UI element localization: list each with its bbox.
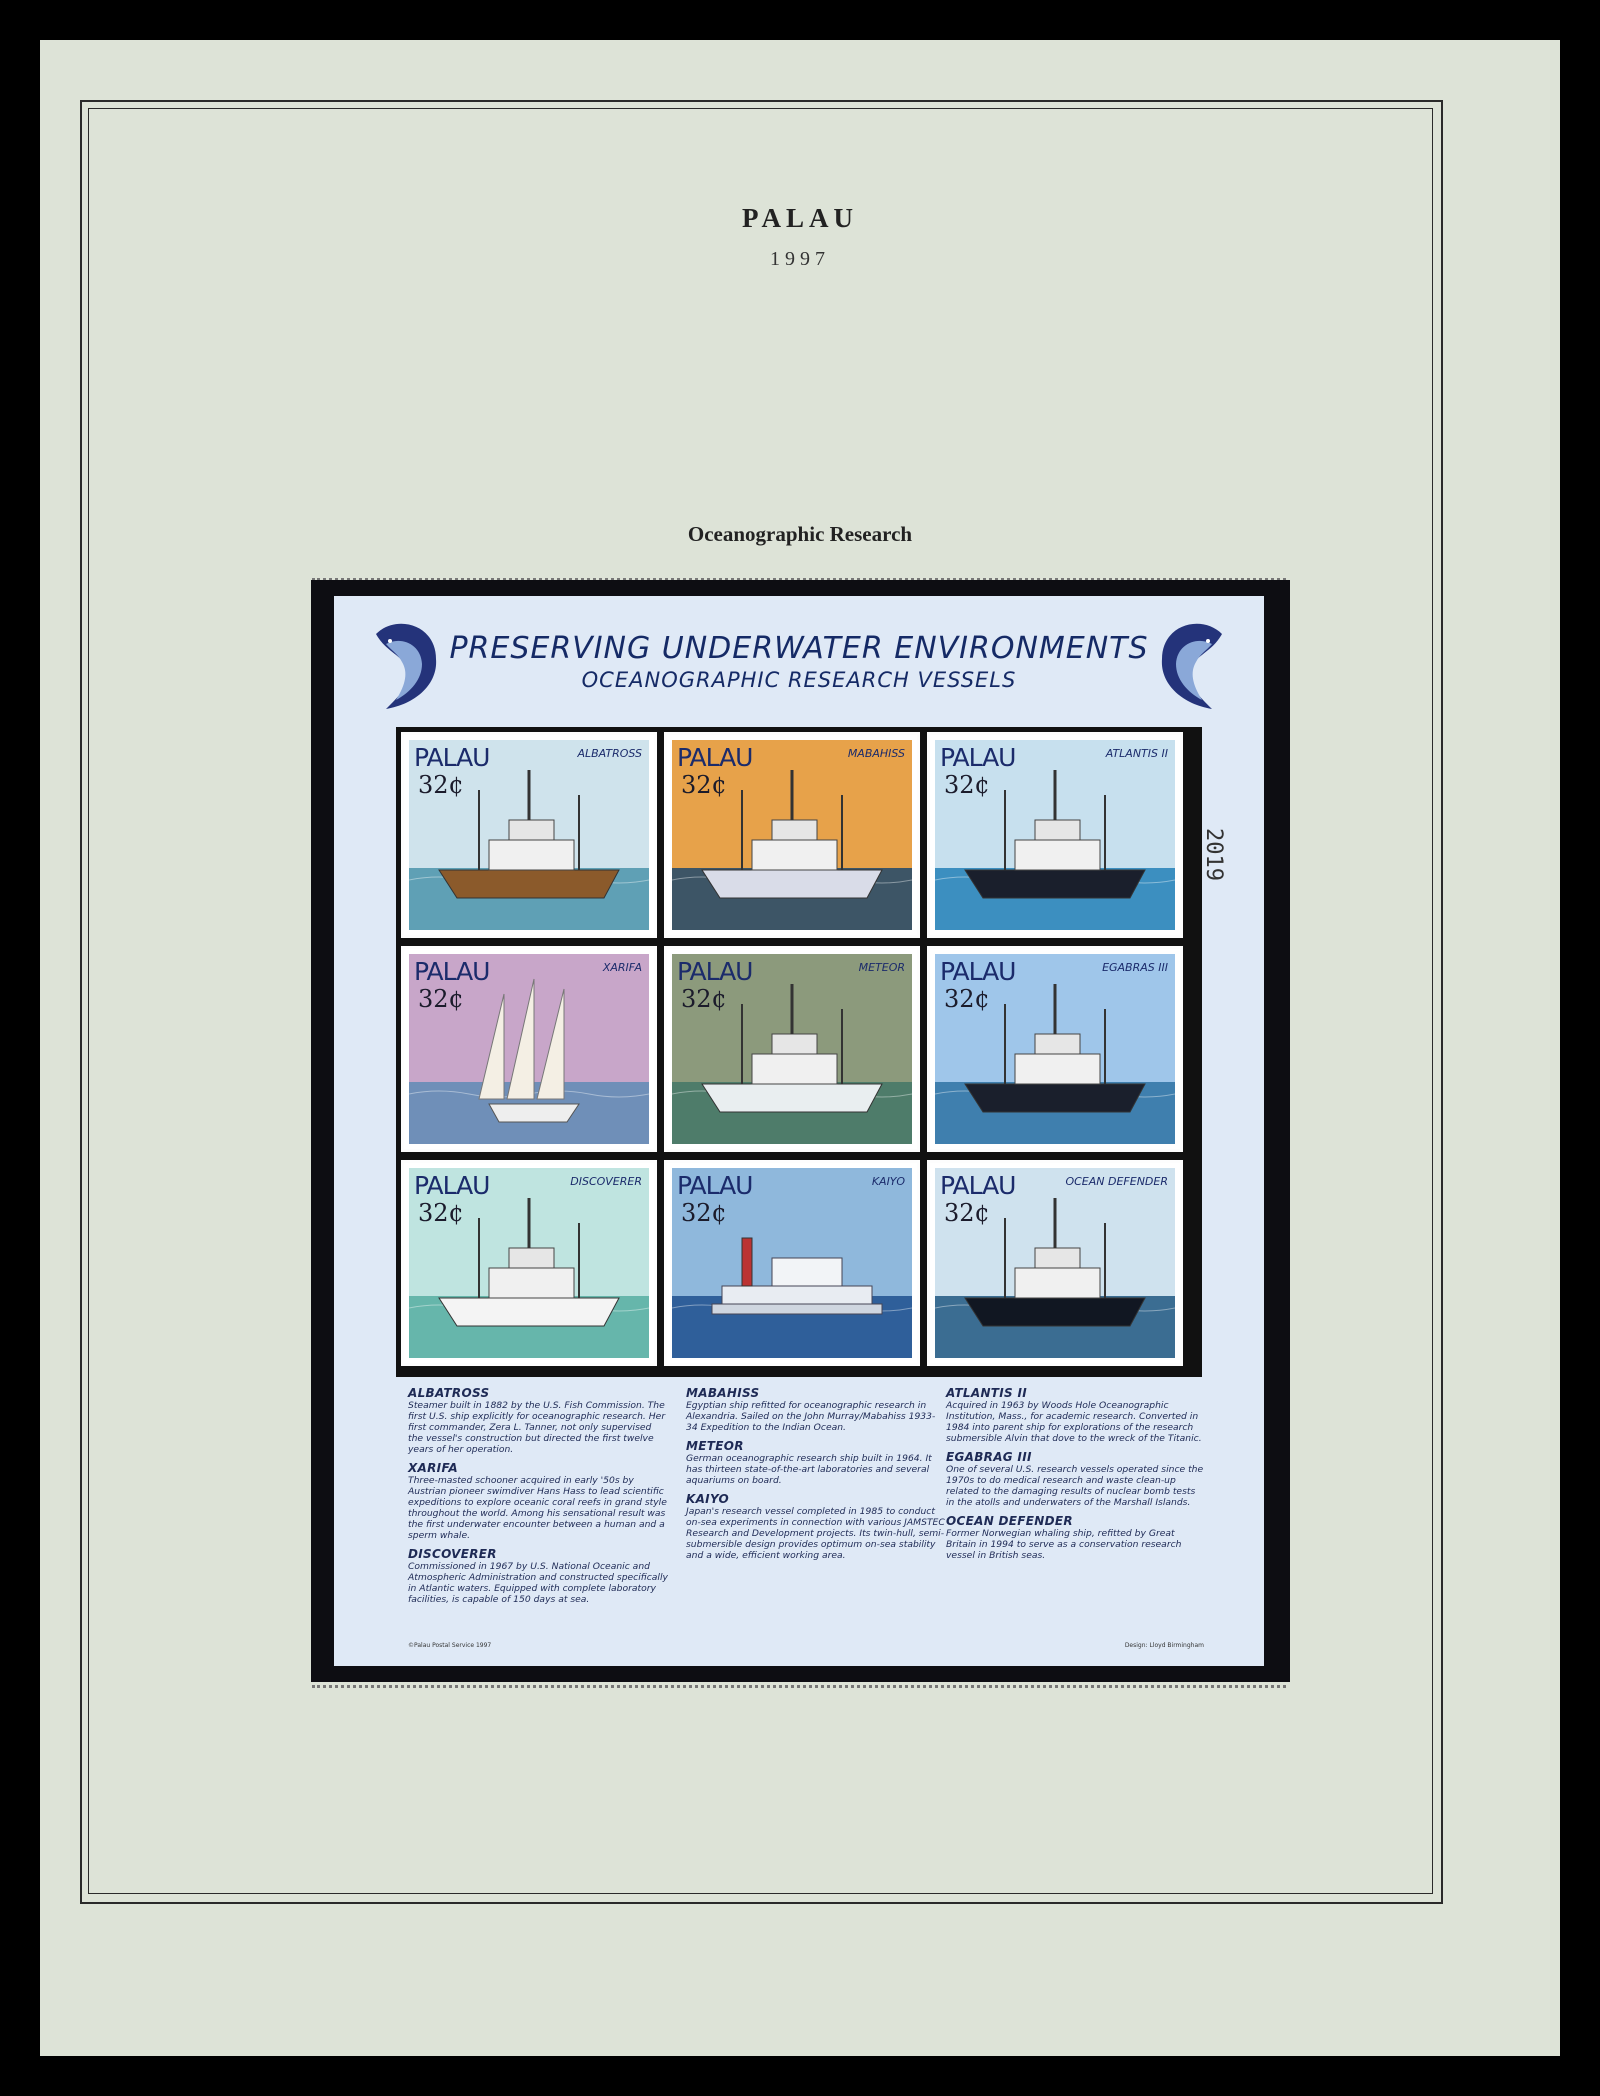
copyright-note: ©Palau Postal Service 1997 bbox=[408, 1642, 492, 1649]
stamp-denomination: 32¢ bbox=[944, 1199, 990, 1227]
ship-description-text: Egyptian ship refitted for oceanographic research in Alexandria. Sailed on the John Murray/Mabahiss 1933-34 Expedition to the Indian Ocean. bbox=[686, 1400, 936, 1433]
description-column-3 bbox=[946, 1386, 1206, 1567]
ship-description bbox=[686, 1386, 946, 1433]
ship-description-text: German oceanographic research ship built in 1964. It has thirteen state-of-the-art laboratories and several aquariums on board. bbox=[686, 1453, 932, 1486]
ship-description-text: One of several U.S. research vessels operated since the 1970s to do medical research and waste clean-up related to the damaging results of nuclear bomb tests in the atolls and underwaters of the Marshall Islands. bbox=[946, 1464, 1204, 1508]
ship-description bbox=[946, 1450, 1206, 1508]
stamp-ship-name: ALBATROSS bbox=[577, 747, 642, 760]
ship-description bbox=[408, 1386, 668, 1455]
stamp-denomination: 32¢ bbox=[418, 771, 464, 799]
stamp bbox=[404, 949, 654, 1149]
stamp-country: PALAU bbox=[414, 743, 490, 772]
ship-description bbox=[686, 1439, 946, 1486]
ship-description-title: EGABRAG III bbox=[946, 1450, 1032, 1464]
sheet-subtitle: OCEANOGRAPHIC RESEARCH VESSELS bbox=[581, 668, 1017, 692]
ship-description-title: MABAHISS bbox=[686, 1386, 760, 1400]
stamp-ship-name: EGABRAS III bbox=[1102, 961, 1168, 974]
ship-description-text: Japan's research vessel completed in 1985 to conduct on-sea experiments in connection with various JAMSTEC Research and Development projects. Its twin-hull, semi-submersible design provides optimum on-sea stability and a wide, efficient working area. bbox=[686, 1506, 945, 1561]
stamp-denomination: 32¢ bbox=[944, 771, 990, 799]
year-heading: 1997 bbox=[770, 248, 830, 270]
stamp bbox=[667, 1163, 917, 1363]
stamp bbox=[667, 735, 917, 935]
stamp-country: PALAU bbox=[677, 957, 753, 986]
stamp-denomination: 32¢ bbox=[418, 1199, 464, 1227]
ship-description bbox=[408, 1461, 668, 1541]
ship-description bbox=[946, 1386, 1206, 1444]
stamp-ship-name: OCEAN DEFENDER bbox=[1065, 1175, 1168, 1188]
ship-description-title: OCEAN DEFENDER bbox=[946, 1514, 1073, 1528]
stamp-ship-name: ATLANTIS II bbox=[1105, 747, 1168, 760]
country-heading: PALAU bbox=[742, 203, 858, 233]
ship-description-text: Acquired in 1963 by Woods Hole Oceanographic Institution, Mass., for academic research. Converted in 1984 into parent ship for explorations of the research submersible Alvin that dove to the wreck of the Titanic. bbox=[946, 1400, 1202, 1444]
description-column-2 bbox=[686, 1386, 946, 1567]
stamp-denomination: 32¢ bbox=[681, 771, 727, 799]
ship-description-title: ALBATROSS bbox=[408, 1386, 490, 1400]
ship-description bbox=[408, 1547, 668, 1605]
stamp-ship-name: MABAHISS bbox=[847, 747, 905, 760]
stamp-country: PALAU bbox=[940, 957, 1016, 986]
ship-description-title: ATLANTIS II bbox=[946, 1386, 1028, 1400]
stamp bbox=[930, 735, 1180, 935]
ship-description-title: XARIFA bbox=[408, 1461, 458, 1475]
description-column-1 bbox=[408, 1386, 668, 1611]
stamp-denomination: 32¢ bbox=[944, 985, 990, 1013]
ship-description-text: Three-masted schooner acquired in early '50s by Austrian pioneer swimdiver Hans Hass to lead scientific expeditions to explore oceanic coral reefs in grand style throughout the world. Among his sensational result was the first underwater encounter between a human and a sperm whale. bbox=[408, 1475, 667, 1541]
ship-description-title: KAIYO bbox=[686, 1492, 730, 1506]
souvenir-sheet bbox=[334, 596, 1264, 1666]
stamp-ship-name: XARIFA bbox=[602, 961, 642, 974]
sheet-title: PRESERVING UNDERWATER ENVIRONMENTS bbox=[449, 631, 1149, 666]
stamp bbox=[930, 1163, 1180, 1363]
sheet-control-number: 2019 bbox=[1201, 828, 1226, 881]
stamp-country: PALAU bbox=[940, 1171, 1016, 1200]
stamp-ship-name: DISCOVERER bbox=[570, 1175, 642, 1188]
stamp bbox=[404, 735, 654, 935]
ship-description-text: Steamer built in 1882 by the U.S. Fish Commission. The first U.S. ship explicitly for oceanographic research. Her first commander, Zera L. Tanner, not only supervised the vessel's construction but directed the first twelve years of her operation. bbox=[408, 1400, 666, 1455]
ship-description-title: DISCOVERER bbox=[408, 1547, 497, 1561]
stamp-country: PALAU bbox=[677, 743, 753, 772]
stamp-ship-name: METEOR bbox=[858, 961, 905, 974]
stamp-denomination: 32¢ bbox=[681, 985, 727, 1013]
set-title: Oceanographic Research bbox=[687, 522, 913, 546]
stamp-ship-name: KAIYO bbox=[871, 1175, 905, 1188]
ship-description-title: METEOR bbox=[686, 1439, 744, 1453]
stamp bbox=[667, 949, 917, 1149]
stamp-country: PALAU bbox=[940, 743, 1016, 772]
designer-credit: Design: Lloyd Birmingham bbox=[1124, 1642, 1204, 1649]
stamp-country: PALAU bbox=[677, 1171, 753, 1200]
ship-description-text: Commissioned in 1967 by U.S. National Oceanic and Atmospheric Administration and constructed specifically in Atlantic waters. Equipped with complete laboratory facilities, is capable of 150 days at sea. bbox=[408, 1561, 668, 1605]
stamp bbox=[404, 1163, 654, 1363]
stamp bbox=[930, 949, 1180, 1149]
stamp-country: PALAU bbox=[414, 957, 490, 986]
stamp-denomination: 32¢ bbox=[418, 985, 464, 1013]
ship-description bbox=[686, 1492, 946, 1561]
stamp-country: PALAU bbox=[414, 1171, 490, 1200]
ship-description bbox=[946, 1514, 1206, 1561]
stamp-denomination: 32¢ bbox=[681, 1199, 727, 1227]
ship-description-text: Former Norwegian whaling ship, refitted by Great Britain in 1994 to serve as a conservation research vessel in British seas. bbox=[946, 1528, 1182, 1561]
